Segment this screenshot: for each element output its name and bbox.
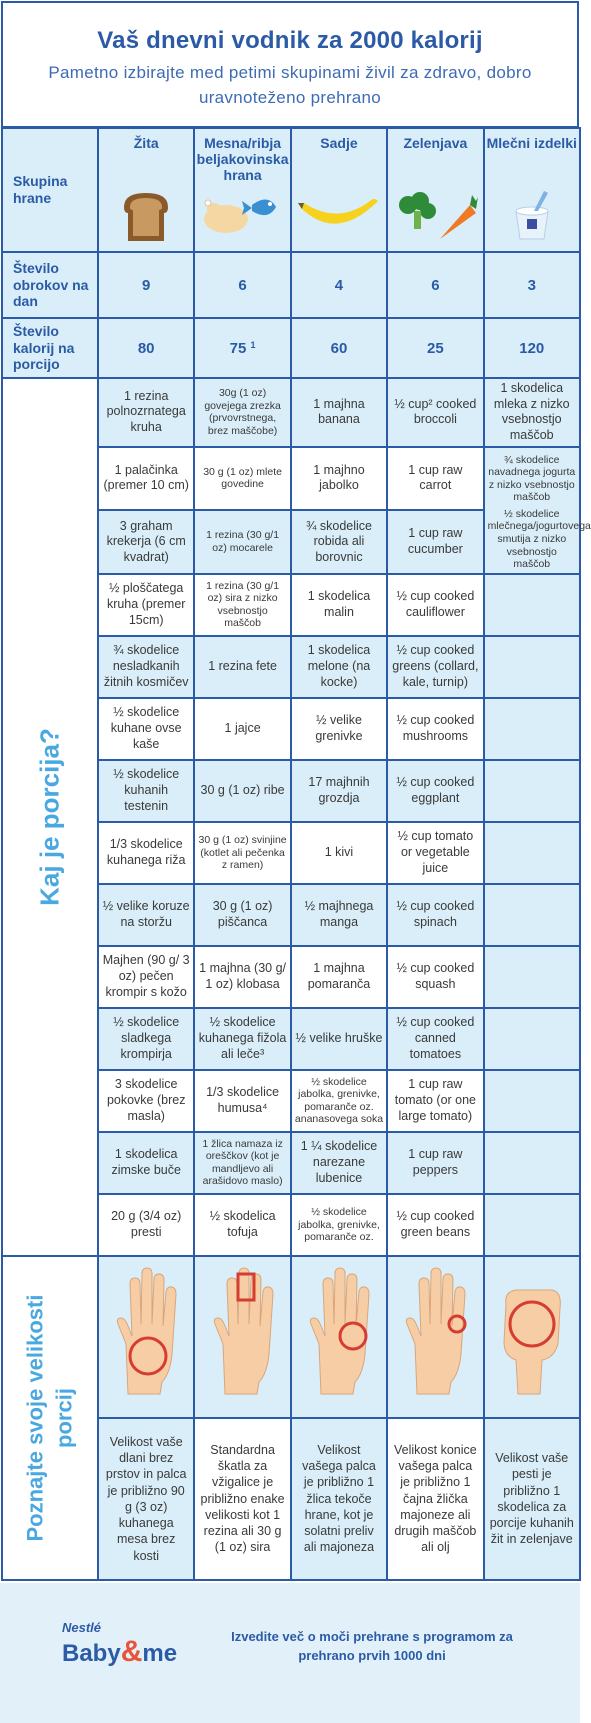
- servings-label: Število obrokov na dan: [2, 252, 98, 318]
- portion-cell: ½ skodelice jabolka, grenivke, pomaranče oz. ananasovega soka: [291, 1070, 387, 1132]
- portion-cell: 1 skodelica malin: [291, 574, 387, 636]
- col-name: Mesna/ribja beljakovinska hrana: [196, 135, 289, 184]
- page-subtitle: Pametno izbirajte med petimi skupinami živil za zdravo, dobro uravnoteženo prehrano: [48, 63, 532, 107]
- portion-section-label: [2, 378, 98, 1256]
- portion-cell: ½ velike koruze na storžu: [98, 884, 194, 946]
- portion-cell: ½ cup tomato or vegetable juice: [387, 822, 483, 884]
- calories-number: 60: [330, 339, 348, 357]
- babyandme-logo[interactable]: [62, 1635, 177, 1669]
- portion-cell: ½ skodelica tofuja: [194, 1194, 290, 1256]
- logo-ampersand: &: [120, 1635, 143, 1668]
- nestle-logo[interactable]: Nestlé: [62, 1620, 102, 1635]
- portion-cell: ½ cup cooked greens (collard, kale, turnip): [387, 636, 483, 698]
- hand-description: Velikost vašega palca je približno 1 žlica tekoče hrane, kot je solatni preliv ali majoneza: [291, 1418, 387, 1580]
- empty-cell: [484, 884, 580, 946]
- calories-row: [2, 318, 580, 378]
- portion-cell: ¾ skodelice nesladkanih žitnih kosmičev: [98, 636, 194, 698]
- calories-value: [194, 318, 290, 378]
- header: [1, 1, 579, 128]
- col-header-dairy: [484, 128, 580, 252]
- portion-cell: 30 g (1 oz) mlete govedine: [194, 447, 290, 511]
- hand-cell: [291, 1256, 387, 1418]
- col-header-fruit: [291, 128, 387, 252]
- portion-row: [2, 378, 580, 447]
- portion-cell: 1 majhna pomaranča: [291, 946, 387, 1008]
- portion-cell: ½ cup² cooked broccoli: [387, 378, 483, 447]
- footer: [0, 1583, 580, 1723]
- calories-label: Število kalorij na porcijo: [2, 318, 98, 378]
- fist-icon: [492, 1264, 572, 1404]
- servings-row: [2, 252, 580, 318]
- empty-cell: [484, 1132, 580, 1194]
- calories-number: 120: [519, 339, 545, 357]
- portion-cell: 1 ¼ skodelice narezane lubenice: [291, 1132, 387, 1194]
- portion-cell: 1 jajce: [194, 698, 290, 760]
- col-header-vegetables: [387, 128, 483, 252]
- col-name: Mlečni izdelki: [486, 135, 577, 151]
- portion-cell: 3 graham krekerja (6 cm kvadrat): [98, 510, 194, 574]
- portion-cell: 1 majhna banana: [291, 378, 387, 447]
- empty-cell: [484, 760, 580, 822]
- portion-cell: ½ cup cooked green beans: [387, 1194, 483, 1256]
- portion-cell: 1 majhno jabolko: [291, 447, 387, 511]
- palm-icon: [106, 1264, 186, 1404]
- portion-cell: 30 g (1 oz) piščanca: [194, 884, 290, 946]
- page-title: Vaš dnevni vodnik za 2000 kalorij: [97, 27, 483, 54]
- portion-cell: 1 palačinka (premer 10 cm): [98, 447, 194, 511]
- empty-cell: [484, 822, 580, 884]
- hand-section-label: [2, 1256, 98, 1580]
- portion-cell: 1 skodelica melone (na kocke): [291, 636, 387, 698]
- hand-description: Velikost vaše dlani brez prstov in palca je približno 90 g (3 oz) kuhanega mesa brez kosti: [98, 1418, 194, 1580]
- portion-cell: 30 g (1 oz) svinjine (kotlet ali pečenka z ramen): [194, 822, 290, 884]
- col-name: Žita: [133, 135, 159, 151]
- portion-cell: 1 skodelica zimske buče: [98, 1132, 194, 1194]
- food-table: [1, 127, 591, 1581]
- portion-cell: 1 cup raw peppers: [387, 1132, 483, 1194]
- portion-cell: ½ skodelice sladkega krompirja: [98, 1008, 194, 1070]
- empty-cell: [484, 698, 580, 760]
- bread-icon: [118, 189, 174, 245]
- hand-cell: [98, 1256, 194, 1418]
- footnote-mark: 1: [250, 339, 256, 350]
- portion-vertical-title: Kaj je porcija?: [34, 728, 65, 906]
- calories-value: [98, 318, 194, 378]
- portion-cell: ½ cup cooked mushrooms: [387, 698, 483, 760]
- empty-cell: [484, 1008, 580, 1070]
- portion-cell: 1 majhna (30 g/ 1 oz) klobasa: [194, 946, 290, 1008]
- portion-cell: 30 g (1 oz) ribe: [194, 760, 290, 822]
- portion-cell: 1 rezina (30 g/1 oz) sira z nizko vsebnostjo maščob: [194, 574, 290, 636]
- fingertip-icon: [395, 1264, 475, 1404]
- empty-cell: [484, 1070, 580, 1132]
- servings-value: 3: [484, 252, 580, 318]
- portion-cell: ½ ploščatega kruha (premer 15cm): [98, 574, 194, 636]
- portion-cell: 30g (1 oz) govejega zrezka (prvovrstnega, brez maščobe): [194, 378, 290, 447]
- chicken-fish-icon: [200, 189, 286, 239]
- hand-cell: [484, 1256, 580, 1418]
- portion-cell: ½ skodelice kuhane ovse kaše: [98, 698, 194, 760]
- calories-number: 25: [427, 339, 444, 357]
- portion-cell: 1 rezina fete: [194, 636, 290, 698]
- group-row: [2, 128, 580, 252]
- servings-value: 6: [194, 252, 290, 318]
- col-header-protein: [194, 128, 290, 252]
- col-header-grains: [98, 128, 194, 252]
- portion-cell: 1 rezina (30 g/1 oz) mocarele: [194, 510, 290, 574]
- logo-baby-text: Baby: [62, 1640, 121, 1667]
- footer-cta-text[interactable]: Izvedite več o moči prehrane s programom za prehrano prvih 1000 dni: [231, 1629, 513, 1663]
- index-finger-icon: [203, 1264, 283, 1404]
- col-name: Sadje: [320, 135, 358, 151]
- logo-me-text: me: [142, 1640, 178, 1667]
- servings-value: 4: [291, 252, 387, 318]
- hand-cell: [387, 1256, 483, 1418]
- portion-cell: ¾ skodelice robida ali borovnic: [291, 510, 387, 574]
- hand-row: [2, 1256, 580, 1418]
- portion-cell: ½ majhnega manga: [291, 884, 387, 946]
- hand-description: Velikost vaše pesti je približno 1 skodelica za porcije kuhanih žit in zelenjave: [484, 1418, 580, 1580]
- calories-number: 75: [229, 339, 247, 357]
- servings-value: 9: [98, 252, 194, 318]
- empty-cell: [484, 636, 580, 698]
- portion-cell: ½ skodelice jabolka, grenivke, pomaranče oz.: [291, 1194, 387, 1256]
- portion-cell: 1 cup raw tomato (or one large tomato): [387, 1070, 483, 1132]
- portion-cell: ½ cup cooked squash: [387, 946, 483, 1008]
- portion-cell: ½ cup cooked spinach: [387, 884, 483, 946]
- portion-cell: 1/3 skodelice humusa⁴: [194, 1070, 290, 1132]
- portion-cell: 17 majhnih grozdja: [291, 760, 387, 822]
- hand-description: Standardna škatla za vžigalice je približno enake velikosti kot 1 rezina ali 30 g (1 oz) sira: [194, 1418, 290, 1580]
- portion-cell: ½ cup cooked eggplant: [387, 760, 483, 822]
- calories-value: [484, 318, 580, 378]
- portion-cell: ½ velike hruške: [291, 1008, 387, 1070]
- thumb-icon: [299, 1264, 379, 1404]
- calories-value: [291, 318, 387, 378]
- portion-cell: 1 rezina polnozrnatega kruha: [98, 378, 194, 447]
- dairy-cell: 1 skodelica mleka z nizko vsebnostjo maščob: [484, 378, 580, 447]
- empty-cell: [484, 574, 580, 636]
- group-label: Skupina hrane: [2, 128, 98, 252]
- dairy-cell: [484, 447, 591, 574]
- portion-cell: 20 g (3/4 oz) presti: [98, 1194, 194, 1256]
- empty-cell: [484, 1194, 580, 1256]
- empty-cell: [484, 946, 580, 1008]
- hand-cell: [194, 1256, 290, 1418]
- portion-cell: 1 cup raw cucumber: [387, 510, 483, 574]
- broccoli-carrot-icon: [392, 189, 478, 245]
- servings-value: 6: [387, 252, 483, 318]
- portion-cell: Majhen (90 g/ 3 oz) pečen krompir s kožo: [98, 946, 194, 1008]
- portion-cell: 1 kivi: [291, 822, 387, 884]
- calories-value: [387, 318, 483, 378]
- hand-vertical-title: Poznajte svoje velikosti porcij: [22, 1294, 76, 1542]
- portion-cell: 3 skodelice pokovke (brez masla): [98, 1070, 194, 1132]
- yogurt-icon: [504, 189, 560, 245]
- portion-cell: ½ skodelice kuhanih testenin: [98, 760, 194, 822]
- banana-icon: [296, 189, 382, 239]
- dairy-item: ½ skodelice mlečnega/jogurtovega smutija z nizko vsebnostjo maščob: [487, 507, 591, 571]
- portion-cell: 1 cup raw carrot: [387, 447, 483, 511]
- portion-cell: 1 žlica namaza iz oreščkov (kot je mandljevo ali arašidovo maslo): [194, 1132, 290, 1194]
- portion-cell: ½ velike grenivke: [291, 698, 387, 760]
- col-name: Zelenjava: [403, 135, 468, 151]
- dairy-item: ¾ skodelice navadnega jogurta z nizko vsebnostjo maščob: [488, 453, 576, 504]
- calories-number: 80: [137, 339, 155, 357]
- portion-cell: ½ cup cooked canned tomatoes: [387, 1008, 483, 1070]
- portion-cell: ½ cup cooked cauliflower: [387, 574, 483, 636]
- portion-cell: 1/3 skodelice kuhanega riža: [98, 822, 194, 884]
- hand-description: Velikost konice vašega palca je približno 1 čajna žlička majoneze ali drugih maščob ali olj: [387, 1418, 483, 1580]
- portion-cell: ½ skodelice kuhanega fižola ali leče³: [194, 1008, 290, 1070]
